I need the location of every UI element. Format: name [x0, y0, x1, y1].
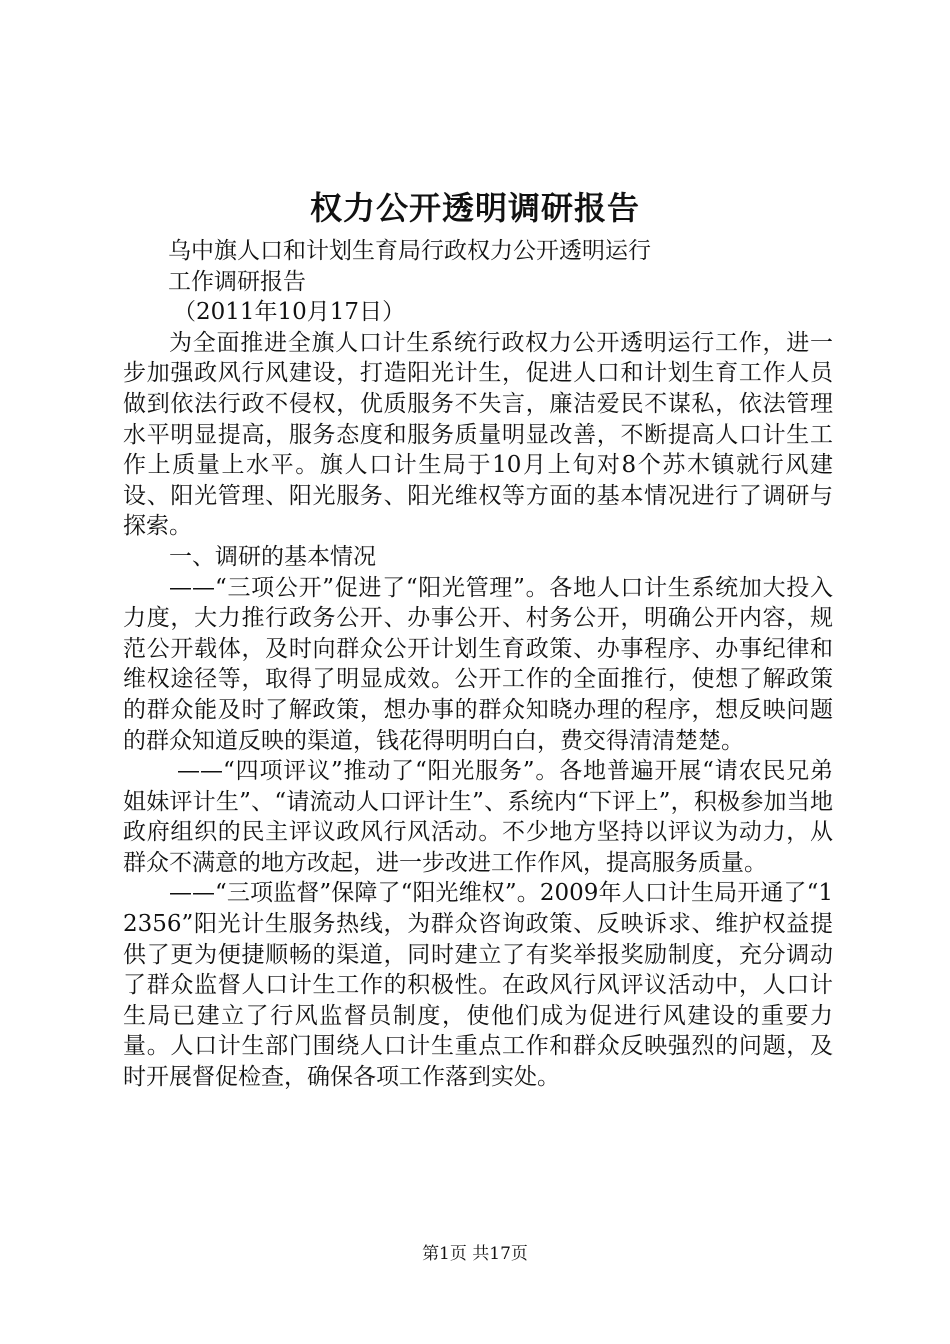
paragraph-intro: 为全面推进全旗人口计生系统行政权力公开透明运行工作，进一步加强政风行风建设，打造阳光计生，促进人口和计划生育工作人员做到依法行政不侵权，优质服务不失言，廉洁爱民不谋私，依法管理水平明显提高，服务态度和服务质量明显改善，不断提高人口计生工作上质量上水平。旗人口计生局于10月上旬对8个苏木镇就行风建设、阳光管理、阳光服务、阳光维权等方面的基本情况进行了调研与探索。 [123, 329, 833, 540]
document-body [123, 236, 833, 1093]
page-footer: 第1页 共17页 [422, 1244, 528, 1264]
paragraph-sunshine-management: ——“三项公开”促进了“阳光管理”。各地人口计生系统加大投入力度，大力推行政务公开、办事公开、村务公开，明确公开内容，规范公开载体，及时向群众公开计划生育政策、办事程序、办事纪律和维权途径等，取得了明显成效。公开工作的全面推行，使想了解政策的群众能及时了解政策，想办事的群众知晓办理的程序，想反映问题的群众知道反映的渠道，钱花得明明白白，费交得清清楚楚。 [123, 574, 833, 754]
paragraph-sunshine-service: ——“四项评议”推动了“阳光服务”。各地普遍开展“请农民兄弟姐妹评计生”、“请流动人口评计生”、系统内“下评上”，积极参加当地政府组织的民主评议政风行风活动。不少地方坚持以评议为动力，从群众不满意的地方改起，进一步改进工作作风，提高服务质量。 [123, 758, 833, 876]
report-date: （2011年10月17日） [173, 299, 406, 326]
section-heading: 一、调研的基本情况 [169, 543, 376, 570]
report-subtitle: 乌中旗人口和计划生育局行政权力公开透明运行工作调研报告 [168, 238, 651, 295]
paragraph-sunshine-rights: ——“三项监督”保障了“阳光维权”。2009年人口计生局开通了“12356”阳光计生服务热线，为群众咨询政策、反映诉求、维护权益提供了更为便捷顺畅的渠道，同时建立了有奖举报奖励制度，充分调动了群众监督人口计生工作的积极性。在政风行风评议活动中，人口计生局已建立了行风监督员制度，使他们成为促进行风建设的重要力量。人口计生部门围绕人口计生重点工作和群众反映强烈的问题，及时开展督促检查，确保各项工作落到实处。 [123, 880, 833, 1091]
document-title: 权力公开透明调研报告 [309, 189, 640, 227]
